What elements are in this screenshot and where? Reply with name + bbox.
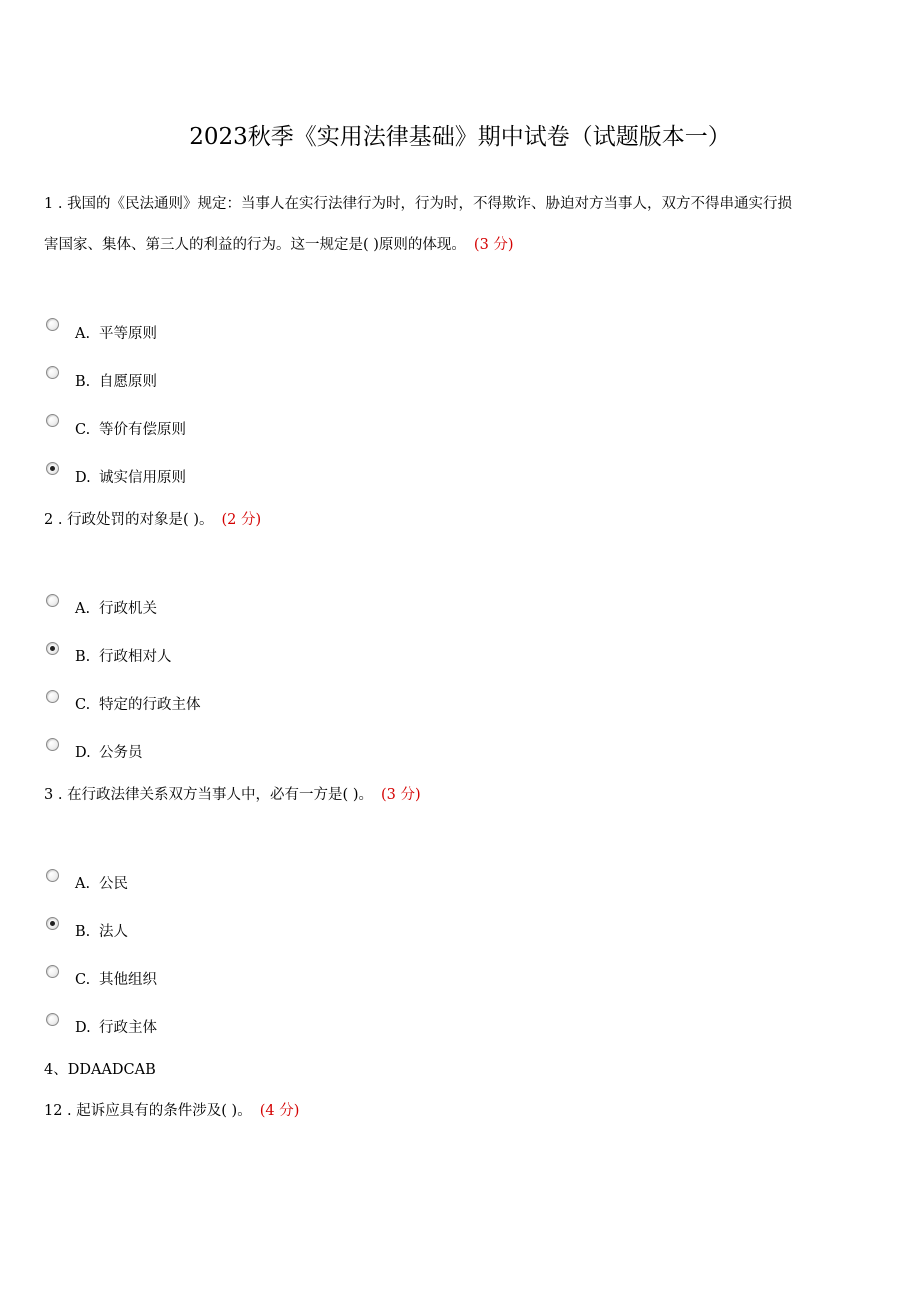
option-q2-c[interactable] xyxy=(75,696,201,714)
score-label: (3 分) xyxy=(380,787,421,803)
answer-key-line: 4、DDAADCAB xyxy=(44,1062,156,1078)
question-12-text: 12 . 起诉应具有的条件涉及( )。 (4 分) xyxy=(44,1103,300,1119)
option-text: 行政主体 xyxy=(99,1020,157,1036)
score-label: (2 分) xyxy=(221,512,262,528)
option-q3-a[interactable] xyxy=(75,875,128,893)
option-text: 行政机关 xyxy=(99,601,157,617)
option-q2-b[interactable] xyxy=(75,648,172,666)
option-letter: B. xyxy=(75,924,91,940)
option-letter: D. xyxy=(75,470,91,486)
option-text: 平等原则 xyxy=(99,326,157,342)
option-letter: A. xyxy=(75,601,91,617)
question-1-text: 1 . 我国的《民法通则》规定：当事人在实行法律行为时，行为时，不得欺诈、胁迫对方当事人，双方不得串通实行损 xyxy=(44,196,793,212)
radio-dot xyxy=(50,921,55,926)
question-text: 行政处罚的对象是( )。 xyxy=(67,512,214,528)
radio-q3-b-selected[interactable] xyxy=(46,917,59,930)
option-q1-a[interactable] xyxy=(75,325,157,343)
score-label: (3 分) xyxy=(473,237,514,253)
option-q2-a[interactable] xyxy=(75,600,157,618)
radio-q1-b[interactable] xyxy=(46,366,59,379)
option-q1-b[interactable] xyxy=(75,373,157,391)
option-text: 行政相对人 xyxy=(99,649,172,665)
option-letter: D. xyxy=(75,1020,91,1036)
radio-q2-c[interactable] xyxy=(46,690,59,703)
option-letter: C. xyxy=(75,422,91,438)
option-letter: A. xyxy=(75,876,91,892)
question-text: 我国的《民法通则》规定：当事人在实行法律行为时，行为时，不得欺诈、胁迫对方当事人，双方不得串通实行损 xyxy=(67,196,793,212)
question-text: 在行政法律关系双方当事人中，必有一方是( )。 xyxy=(67,787,373,803)
option-letter: B. xyxy=(75,374,91,390)
question-1-text-cont xyxy=(44,235,514,255)
question-number: 12 xyxy=(44,1103,63,1119)
option-text: 特定的行政主体 xyxy=(99,697,201,713)
radio-q1-c[interactable] xyxy=(46,414,59,427)
question-3-text: 3 . 在行政法律关系双方当事人中，必有一方是( )。 (3 分) xyxy=(44,787,421,803)
option-text: 公务员 xyxy=(99,745,143,761)
option-q3-b[interactable] xyxy=(75,923,128,941)
option-q2-d[interactable] xyxy=(75,744,143,762)
radio-q3-d[interactable] xyxy=(46,1013,59,1026)
question-number: 3 xyxy=(44,787,54,803)
radio-q2-a[interactable] xyxy=(46,594,59,607)
radio-q2-d[interactable] xyxy=(46,738,59,751)
option-text: 其他组织 xyxy=(99,972,157,988)
option-q3-d[interactable] xyxy=(75,1019,157,1037)
option-letter: C. xyxy=(75,972,91,988)
option-text: 公民 xyxy=(99,876,128,892)
option-text: 等价有偿原则 xyxy=(99,422,186,438)
page-title: 2023秋季《实用法律基础》期中试卷（试题版本一） xyxy=(189,124,731,150)
option-letter: A. xyxy=(75,326,91,342)
radio-q2-b-selected[interactable] xyxy=(46,642,59,655)
radio-q1-d-selected[interactable] xyxy=(46,462,59,475)
option-text: 诚实信用原则 xyxy=(99,470,186,486)
radio-dot xyxy=(50,466,55,471)
score-label: (4 分) xyxy=(259,1103,300,1119)
question-number: 2 xyxy=(44,512,54,528)
radio-q1-a[interactable] xyxy=(46,318,59,331)
radio-q3-c[interactable] xyxy=(46,965,59,978)
option-letter: D. xyxy=(75,745,91,761)
question-text: 害国家、集体、第三人的利益的行为。这一规定是( )原则的体现。 xyxy=(44,237,466,253)
option-text: 法人 xyxy=(99,924,128,940)
question-number: 1 xyxy=(44,196,54,212)
radio-q3-a[interactable] xyxy=(46,869,59,882)
question-text: 起诉应具有的条件涉及( )。 xyxy=(76,1103,252,1119)
radio-dot xyxy=(50,646,55,651)
option-letter: B. xyxy=(75,649,91,665)
option-q3-c[interactable] xyxy=(75,971,157,989)
question-2-text: 2 . 行政处罚的对象是( )。 (2 分) xyxy=(44,512,262,528)
option-letter: C. xyxy=(75,697,91,713)
option-q1-c[interactable] xyxy=(75,421,186,439)
option-text: 自愿原则 xyxy=(99,374,157,390)
option-q1-d[interactable] xyxy=(75,469,186,487)
